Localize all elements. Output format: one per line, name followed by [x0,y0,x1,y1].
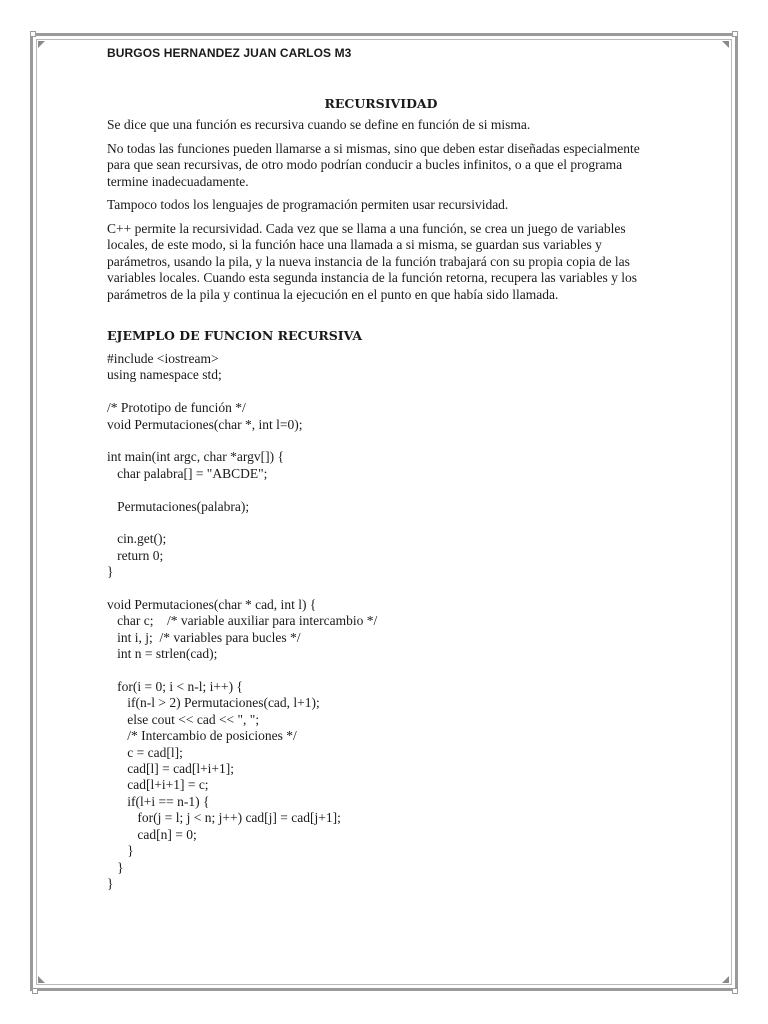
code-line: cin.get(); [107,531,167,547]
code-line: int n = strlen(cad); [107,646,218,662]
code-line: int i, j; /* variables para bucles */ [107,629,301,645]
code-line: char palabra[] = "ABCDE"; [107,465,268,481]
example-heading: EJEMPLO DE FUNCION RECURSIVA [107,328,363,343]
corner-ornament-bottom-left [38,976,45,983]
border-tick [30,31,36,37]
border-tick [32,988,38,994]
code-line [107,581,655,597]
document-body [107,46,655,892]
code-line: } [107,564,114,580]
code-line: for(i = 0; i < n-l; i++) { [107,679,243,695]
code-line: cad[l] = cad[l+i+1]; [107,761,235,777]
code-line [107,433,655,449]
code-line [107,663,655,679]
code-line: /* Prototipo de función */ [107,400,246,416]
corner-ornament-top-left [38,41,45,48]
paragraph: C++ permite la recursividad. Cada vez que se llama a una función, se crea un juego de variables locales, de este modo, si la función hace una llamada a si misma, se guardan sus variables y parámetros, usando la pila, y la nueva instancia de la función trabajará con su propia copia de las variables locales. Cuando esta segunda instancia de la función retorna, recupera las variables y los parámetros de la pila y continua la ejecución en el punto en que había sido llamada. [107,220,638,302]
paragraph: Se dice que una función es recursiva cuando se define en función de si misma. [107,117,531,132]
code-line: cad[l+i+1] = c; [107,777,209,793]
code-block [107,351,655,892]
code-line: if(l+i == n-1) { [107,793,210,809]
paragraph: Tampoco todos los lenguajes de programación permiten usar recursividad. [107,197,509,212]
code-line: cad[n] = 0; [107,826,197,842]
code-line: int main(int argc, char *argv[]) { [107,449,284,465]
code-line: } [107,875,114,891]
corner-ornament-bottom-right [722,976,729,983]
paragraph: No todas las funciones pueden llamarse a si mismas, sino que deben estar diseñadas especialmente para que sean recursivas, de otro modo podrían conducir a bucles infinitos, o a que el programa termine inadecuadamente. [107,140,640,189]
code-line: char c; /* variable auxiliar para intercambio */ [107,613,378,629]
code-line [107,482,655,498]
code-line: using namespace std; [107,367,222,383]
code-line: void Permutaciones(char *, int l=0); [107,416,303,432]
page-title: RECURSIVIDAD [324,96,438,111]
corner-ornament-top-right [722,41,729,48]
code-line: /* Intercambio de posiciones */ [107,728,297,744]
author-header: BURGOS HERNANDEZ JUAN CARLOS M3 [107,46,352,60]
border-tick [732,988,738,994]
code-line: #include <iostream> [107,351,219,366]
code-line: Permutaciones(palabra); [107,498,250,514]
code-line [107,515,655,531]
code-line: } [107,843,134,859]
code-line [107,384,655,400]
border-tick [732,31,738,37]
code-line: return 0; [107,547,164,563]
code-line: } [107,859,124,875]
code-line: for(j = l; j < n; j++) cad[j] = cad[j+1]; [107,810,341,826]
code-line: if(n-l > 2) Permutaciones(cad, l+1); [107,695,320,711]
code-line: else cout << cad << ", "; [107,711,260,727]
code-line: void Permutaciones(char * cad, int l) { [107,597,317,613]
code-line: c = cad[l]; [107,744,183,760]
